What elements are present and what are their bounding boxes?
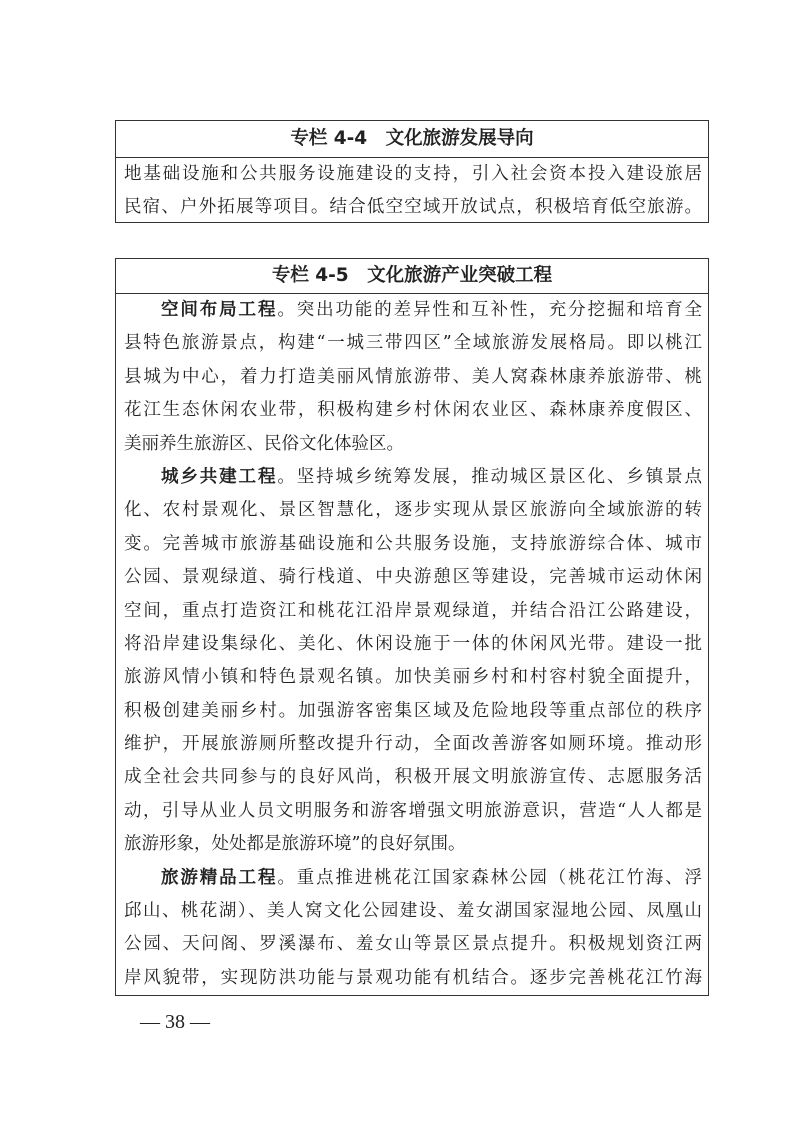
text-line xyxy=(124,928,702,961)
line-text: 邱山、桃花湖）、美人窝文化公园建设、羞女湖国家湿地公园、凤凰山 xyxy=(124,901,702,922)
text-line xyxy=(124,494,702,527)
line-text: 岸风貌带，实现防洪功能与景观功能有机结合。逐步完善桃花江竹海 xyxy=(124,967,702,988)
text-line xyxy=(124,728,702,761)
line-text: 动，引导从业人员文明服务和游客增强文明旅游意识，营造“人人都是 xyxy=(124,800,702,821)
column-box-4-4 xyxy=(115,120,709,223)
text-line xyxy=(124,561,702,594)
line-text: 旅游风情小镇和特色景观名镇。加快美丽乡村和村容村貌全面提升， xyxy=(124,667,702,688)
text-line xyxy=(124,528,702,561)
line-text: 积极创建美丽乡村。加强游客密集区域及危险地段等重点部位的秩序 xyxy=(124,700,702,721)
line-text: 地基础设施和公共服务设施建设的支持，引入社会资本投入建设旅居 xyxy=(124,164,702,184)
text-line xyxy=(124,761,702,794)
line-text: 民宿、户外拓展等项目。结合低空空域开放试点，积极培育低空旅游。 xyxy=(124,196,702,217)
line-text: 空间，重点打造资江和桃花江沿岸景观绿道，并结合沿江公路建设， xyxy=(124,600,702,621)
column-box-4-5 xyxy=(115,258,709,996)
line-text: 成全社会共同参与的良好风尚，积极开展文明旅游宣传、志愿服务活 xyxy=(124,767,702,788)
line-text: 化、农村景观化、景区智慧化，逐步实现从景区旅游向全域旅游的转 xyxy=(124,500,702,521)
section-lead: 城乡共建工程 xyxy=(161,466,278,487)
text-line xyxy=(124,895,702,928)
line-text: 变。完善城市旅游基础设施和公共服务设施，支持旅游综合体、城市 xyxy=(124,533,702,554)
section-lead: 空间布局工程 xyxy=(161,300,278,320)
text-line xyxy=(124,327,702,360)
text-line xyxy=(124,361,702,394)
line-text: 将沿岸建设集绿化、美化、休闲设施于一体的休闲风光带。建设一批 xyxy=(124,633,702,654)
text-line xyxy=(124,394,702,427)
line-text: 。突出功能的差异性和互补性，充分挖掘和培育全 xyxy=(277,300,702,320)
text-line xyxy=(124,158,702,191)
line-text: 县特色旅游景点，构建“一城三带四区”全域旅游发展格局。即以桃江 xyxy=(124,333,702,354)
page-number: — 38 — xyxy=(140,1011,210,1033)
column-title: 专栏 4-4 文化旅游发展导向 xyxy=(116,121,708,158)
section-lead: 旅游精品工程 xyxy=(161,867,278,888)
text-line xyxy=(124,795,702,828)
text-line xyxy=(124,461,702,494)
text-line xyxy=(124,294,702,327)
text-line xyxy=(124,661,702,694)
column-body xyxy=(116,294,708,995)
line-text: 。坚持城乡统筹发展，推动城区景区化、乡镇景点 xyxy=(277,466,702,487)
column-title: 专栏 4-5 文化旅游产业突破工程 xyxy=(116,259,708,294)
text-line xyxy=(124,862,702,895)
line-text: 公园、景观绿道、骑行栈道、中央游憩区等建设，完善城市运动休闲 xyxy=(124,567,702,588)
text-line xyxy=(124,962,702,995)
text-line xyxy=(124,191,702,224)
text-line xyxy=(124,828,702,861)
column-body xyxy=(116,158,708,223)
line-text: 维护，开展旅游厕所整改提升行动，全面改善游客如厕环境。推动形 xyxy=(124,734,702,755)
line-text: 旅游形象，处处都是旅游环境”的良好氛围。 xyxy=(124,834,466,855)
text-line xyxy=(124,428,702,461)
text-line xyxy=(124,628,702,661)
line-text: 。重点推进桃花江国家森林公园（桃花江竹海、浮 xyxy=(277,867,702,888)
line-text: 公园、天问阁、罗溪瀑布、羞女山等景区景点提升。积极规划资江两 xyxy=(124,934,702,955)
line-text: 花江生态休闲农业带，积极构建乡村休闲农业区、森林康养度假区、 xyxy=(124,400,702,421)
text-line xyxy=(124,595,702,628)
line-text: 县城为中心，着力打造美丽风情旅游带、美人窝森林康养旅游带、桃 xyxy=(124,366,702,387)
text-line xyxy=(124,695,702,728)
line-text: 美丽养生旅游区、民俗文化体验区。 xyxy=(124,433,404,454)
